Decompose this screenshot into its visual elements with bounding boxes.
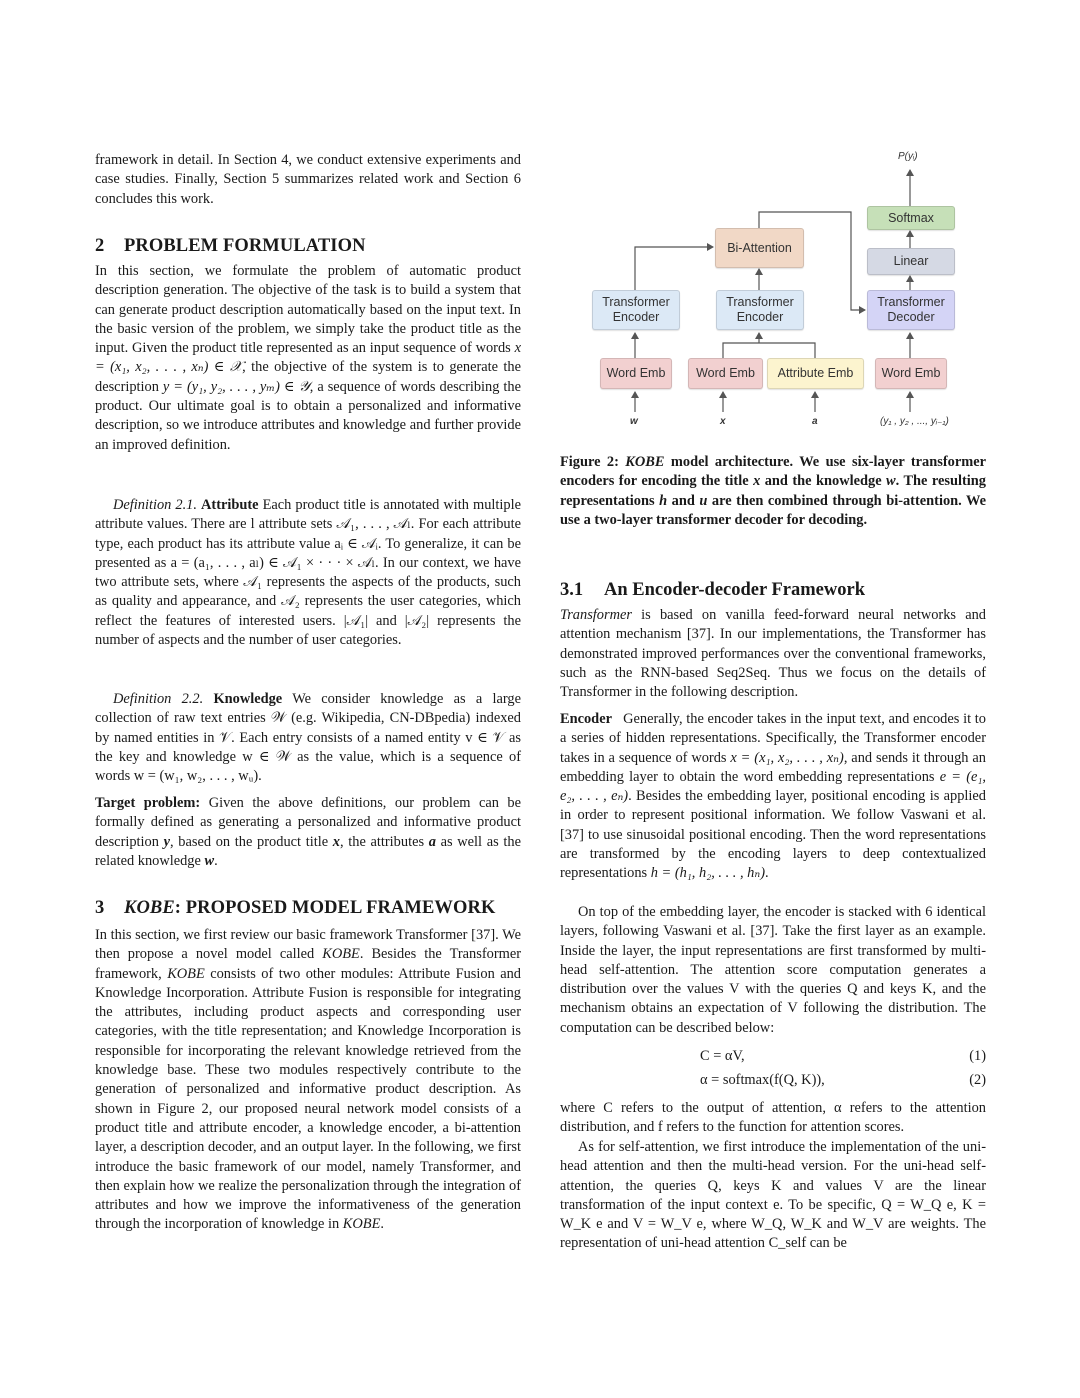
- input-y-sequence-label: (y₁ , y₂ , ..., yᵢ₋₁): [880, 416, 949, 427]
- definition-label: Definition 2.1.: [113, 497, 197, 513]
- equation-2: [560, 1068, 986, 1092]
- section-3-heading: 3 KOBE: PROPOSED MODEL FRAMEWORK: [95, 898, 496, 918]
- target-problem-label: Target problem:: [95, 795, 201, 811]
- softmax-box: Softmax: [867, 206, 955, 230]
- attention-explanation-paragraph: where C refers to the output of attention, α refers to the attention distribution, and f refers to the function for attention scores.: [560, 1100, 986, 1136]
- word-emb-knowledge-box: Word Emb: [600, 358, 672, 389]
- math-y: y = (y₁, y₂, . . . , yₘ) ∈ 𝒴: [162, 378, 310, 395]
- definition-term: Attribute: [201, 497, 259, 513]
- section-title: PROBLEM FORMULATION: [124, 236, 366, 256]
- output-probability-label: P(yᵢ): [898, 151, 918, 162]
- input-a-label: a: [812, 416, 818, 427]
- encoder-label: Encoder: [560, 711, 612, 727]
- equation-number: (1): [969, 1048, 986, 1064]
- definition-label: Definition 2.2.: [113, 691, 204, 707]
- section-number: 2: [95, 236, 105, 256]
- intro-tail-paragraph: framework in detail. In Section 4, we conduct extensive experiments and case studies. Finally, Section 5 summarizes related work and Section 6 concludes this work.: [95, 152, 521, 207]
- equation-body: α = softmax(f(Q, K)),: [700, 1072, 825, 1088]
- transformer-decoder-box: Transformer Decoder: [867, 290, 955, 330]
- target-problem-paragraph: Target problem: Given the above definitions, our problem can be formally defined as generating a personalized and informative product description y, based on the product title x, the attributes a as well as the related knowledge w.: [95, 795, 522, 869]
- self-attention-paragraph: As for self-attention, we first introduce the implementation of the uni-head attention and then the multi-head version. For the uni-head self-attention, the queries Q, keys K and values V are the linear transformation of the input context e. To be specific, Q = W_Q e, K = W_K e and V = W_V e, where W_Q, W_K and W_V are weights. The representation of uni-head attention C_self can be: [560, 1139, 986, 1252]
- transformer-encoder-title-box: Transformer Encoder: [716, 290, 804, 330]
- bi-attention-box: Bi-Attention: [715, 228, 804, 268]
- subsection-title: An Encoder-decoder Framework: [604, 580, 866, 600]
- attribute-emb-box: Attribute Emb: [767, 358, 864, 389]
- subsection-3-1-heading: [560, 580, 986, 601]
- figure-2-architecture-diagram: [580, 140, 980, 440]
- equation-number: (2): [969, 1072, 986, 1088]
- subsection-number: 3.1: [560, 580, 584, 600]
- equation-1: [560, 1044, 986, 1068]
- math-x: x = (x₁, x₂, . . . , xₙ) ∈ 𝒳: [95, 340, 521, 376]
- figure-2-caption: Figure 2: KOBE model architecture. We use six-layer transformer encoders for encoding the title x and the knowledge w. The resulting representations h and u are then combined through bi-attention. We use a two-layer transformer decoder for decoding.: [560, 454, 986, 528]
- encoder-paragraph: Encoder Generally, the encoder takes in the input text, and encodes it to a series of hidden representations. Specifically, the Transformer encoder takes in a sequence of words x = (x₁, x₂, . . . , xₙ), and sends it through an embedding layer to obtain the word embedding representations e = (e₁, e₂, . . . , eₙ). Besides the embedding layer, positional encoding is applied in order to represent positional information. We follow Vaswani et al. [37] to use sinusoidal positional encoding. Then the word representations are transformed by the encoding layers to deep contextualized representations h = (h₁, h₂, . . . , hₙ).: [560, 711, 987, 882]
- section-2-heading: [95, 236, 521, 257]
- input-x-label: x: [720, 416, 726, 427]
- encoder-stack-paragraph: On top of the embedding layer, the encoder is stacked with 6 identical layers, following Vaswani et al. [37]. Take the first layer as an example. Inside the layer, the input representations are first transformed by multi-head self-attention. The attention score computation generates a distribution over the values V with the queries Q and keys K, and the mechanism obtains an expectation of V following the distribution. The computation can be described below:: [560, 904, 986, 1036]
- linear-box: Linear: [867, 248, 955, 275]
- definition-2-2: Definition 2.2. Knowledge We consider knowledge as a large collection of raw text entries 𝒲 (e.g. Wikipedia, CN-DBpedia) indexed by named entities in 𝒱. Each entry consists of a named entity v ∈ 𝒱 as the key and knowledge w ∈ 𝒲 as the value, which is a sequence of words w = (w₁, w₂, . . . , wᵤ).: [95, 691, 521, 785]
- equations-block: [560, 1044, 986, 1092]
- definition-2-1: Definition 2.1. Attribute Each product title is annotated with multiple attribute values. There are l attribute sets 𝒜₁, . . . , 𝒜ₗ. For each attribute type, each product has its attribute value aᵢ ∈ 𝒜ᵢ. To generalize, it can be presented as a = (a₁, . . . , aₗ) ∈ 𝒜₁ × · · · × 𝒜ₗ. In our context, we have two attribute sets, where 𝒜₁ represents the aspects of the products, such as quality and appearance, and 𝒜₂ represents the user categories, which reflect the features of interested users. |𝒜₁| and |𝒜₂| represents the number of aspects and the number of user categories.: [95, 497, 521, 649]
- input-w-label: w: [630, 416, 638, 427]
- section-2-paragraph: In this section, we formulate the problem of automatic product description generation. The objective of the task is to build a system that can generate product description automatically based on the input text. In the basic version of the problem, we simply take the product title as the input. Given the product title represented as an input sequence of words x = (x₁, x₂, . . . , xₙ) ∈ 𝒳, the objective of the system is to generate the description y = (y₁, y₂, . . . , yₘ) ∈ 𝒴, a sequence of words describing the product. Our ultimate goal is to obtain a personalized and informative description, so we introduce attributes and knowledge and further provide an improved definition.: [95, 263, 521, 453]
- transformer-intro-paragraph: Transformer is based on vanilla feed-forward neural networks and attention mechanism [37]. In our implementations, the Transformer has demonstrated improved performances over the conventional frameworks, such as the RNN-based Seq2Seq. Thus we focus on the details of Transformer in the following description.: [560, 607, 986, 701]
- equation-body: C = αV,: [700, 1048, 745, 1064]
- section-3-paragraph: In this section, we first review our basic framework Transformer [37]. We then propose a novel model called KOBE. Besides the Transformer framework, KOBE consists of two other modules: Attribute Fusion and Knowledge Incorporation. Attribute Fusion is responsible for integrating the attributes, including product aspects and corresponding user categories, with the title representation; and Knowledge Incorporation is responsible for incorporating the relevant knowledge retrieved from the knowledge base. These two modules respectively contribute to the generation of personalized and informative product description. As shown in Figure 2, our proposed neural network model consists of a product title and attribute encoder, a knowledge encoder, a bi-attention layer, a description decoder, and an output layer. In the following, we first introduce the basic framework of our model, namely Transformer, and then explain how we realize the personalization through the integration of attributes and how we improve the informativeness of the generation through the incorporation of knowledge in KOBE.: [95, 927, 522, 1233]
- word-emb-decoder-box: Word Emb: [875, 358, 947, 389]
- transformer-encoder-knowledge-box: Transformer Encoder: [592, 290, 680, 330]
- definition-term: Knowledge: [213, 691, 283, 707]
- section-number: 3: [95, 898, 105, 918]
- word-emb-title-box: Word Emb: [688, 358, 763, 389]
